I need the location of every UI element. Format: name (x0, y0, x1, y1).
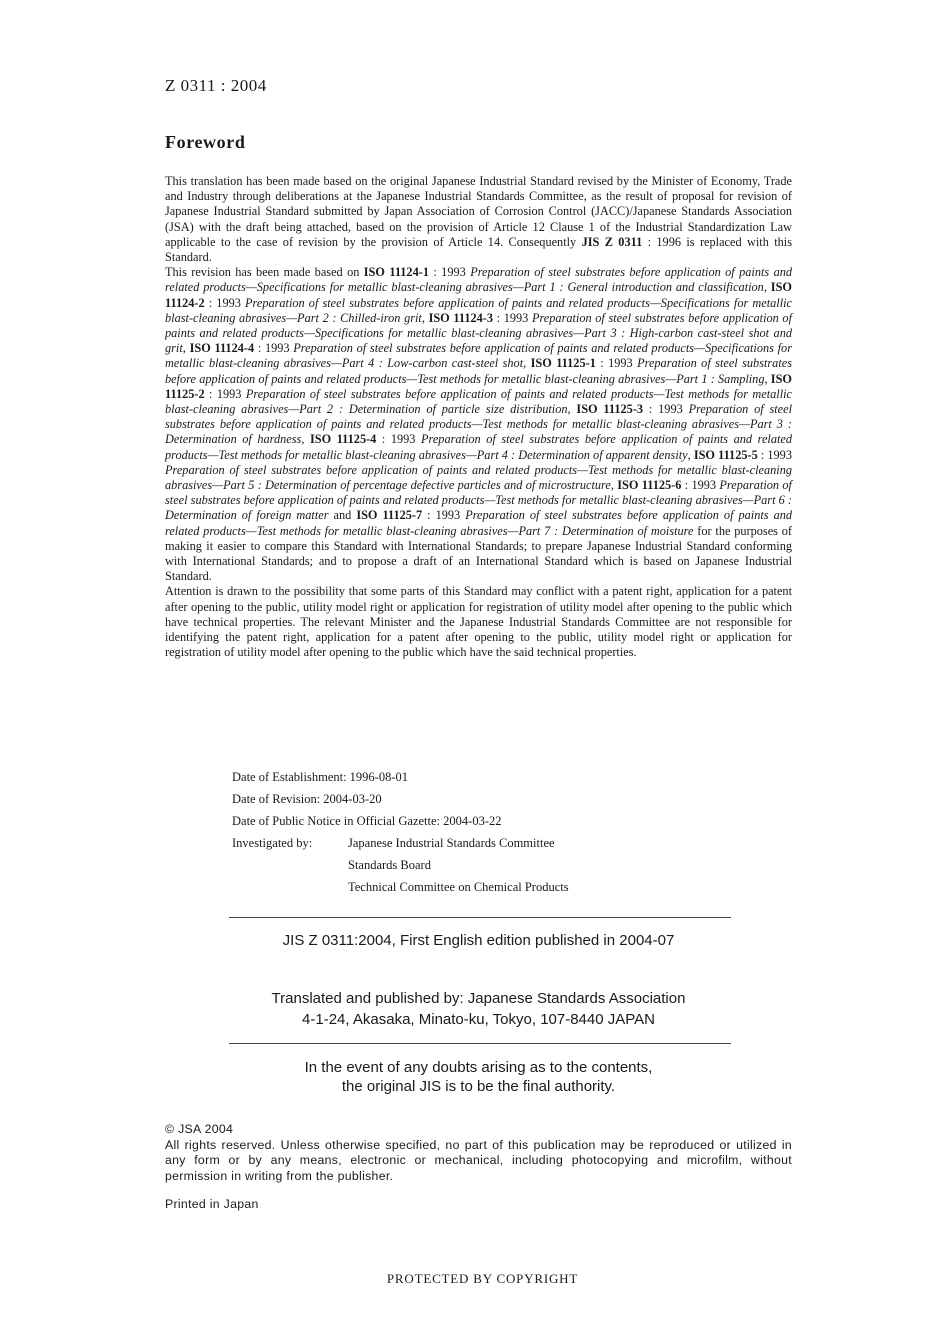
iso-reference: ISO 11125-7 (356, 508, 423, 523)
iso-title: Preparation of steel substrates before application of paints and related products—Specifications for metallic blast-cleaning abrasives—Part 2 : Chilled-iron grit (165, 295, 792, 325)
authority-notice-line-2: the original JIS is to be the final authority. (341, 1078, 616, 1095)
iso-reference: ISO 11125-2 (165, 371, 792, 401)
investigating-body: Technical Committee on Chemical Products (348, 880, 569, 894)
iso-title: Preparation of steel substrates before application of paints and related products—Test methods for metallic blast-cleaning abrasives—Part 2 : Determination of particle size distribution (165, 386, 793, 417)
copyright-block (165, 1122, 792, 1184)
publisher-line: Translated and published by: Japanese Standards Association (271, 990, 686, 1007)
investigating-body: Japanese Industrial Standards Committee (348, 836, 555, 850)
iso-title: Preparation of steel substrates before application of paints and related products—Test methods for metallic blast-cleaning abrasives—Part 7 : Determination of moisture (165, 508, 793, 538)
iso-title: Preparation of steel substrates before application of paints and related products—Specifications for metallic blast-cleaning abrasives—Part 1 : General introduction and classification (165, 265, 793, 295)
iso-title: Preparation of steel substrates before application of paints and related products—Test methods for metallic blast-cleaning abrasives—Part 6 : Determination of foreign matter (165, 478, 792, 523)
iso-reference: ISO 11125-6 (617, 478, 682, 493)
investigated-by (232, 836, 569, 902)
iso-reference: ISO 11125-5 (693, 447, 758, 462)
iso-title: Preparation of steel substrates before application of paints and related products—Specifications for metallic blast-cleaning abrasives—Part 4 : Low-carbon cast-steel shot (165, 341, 792, 371)
iso-title: Preparation of steel substrates before application of paints and related products—Test methods for metallic blast-cleaning abrasives—Part 5 : Determination of percentage defective particles and of microstructure (165, 462, 792, 493)
foreword-title: Foreword (165, 132, 246, 152)
foreword-body (165, 174, 792, 661)
iso-reference: ISO 11125-4 (309, 432, 377, 447)
investigated-by-list (348, 836, 569, 902)
iso-title: Preparation of steel substrates before application of paints and related products—Test methods for metallic blast-cleaning abrasives—Part 1 : Sampling (165, 356, 792, 386)
protected-by-copyright-footer: PROTECTED BY COPYRIGHT (386, 1271, 579, 1286)
date-of-establishment: Date of Establishment: 1996-08-01 (232, 770, 409, 784)
divider (229, 917, 731, 918)
standard-number-header: Z 0311 : 2004 (165, 76, 267, 95)
iso-reference: ISO 11124-1 (363, 265, 429, 280)
date-of-revision: Date of Revision: 2004-03-20 (232, 792, 382, 806)
rights-reserved-text: All rights reserved. Unless otherwise specified, no part of this publication may be reproduced or utilized in any form or by any means, electronic or mechanical, including photocopying and microfilm, without permission in writing from the publisher. (165, 1137, 792, 1183)
divider (229, 1043, 731, 1044)
edition-line: JIS Z 0311:2004, First English edition published in 2004-07 (282, 932, 675, 949)
authority-notice-line-1: In the event of any doubts arising as to the contents, (304, 1059, 653, 1076)
foreword-paragraph-2: This revision has been made based on ISO 11124-1 : 1993 Preparation of steel substrates before application of paints and related products—Specifications for metallic blast-cleaning abrasives—Part 1 : General introduction and classification, ISO 11124-2 : 1993 Preparation of steel substrates before application of paints and related products—Specifications for metallic blast-cleaning abrasives—Part 2 : Chilled-iron grit, ISO 11124-3 : 1993 Preparation of steel substrates before application of paints and related products—Specifications for metallic blast-cleaning abrasives—Part 3 : High-carbon cast-steel shot and grit, ISO 11124-4 : 1993 Preparation of steel substrates before application of paints and related products—Specifications for metallic blast-cleaning abrasives—Part 4 : Low-carbon cast-steel shot, ISO 11125-1 : 1993 Preparation of steel substrates before application of paints and related products—Test methods for metallic blast-cleaning abrasives—Part 1 : Sampling, ISO 11125-2 : 1993 Preparation of steel substrates before application of paints and related products—Test methods for metallic blast-cleaning abrasives—Part 2 : Determination of particle size distribution, ISO 11125-3 : 1993 Preparation of steel substrates before application of paints and related products—Test methods for metallic blast-cleaning abrasives—Part 3 : Determination of hardness, ISO 11125-4 : 1993 Preparation of steel substrates before application of paints and related products—Test methods for metallic blast-cleaning abrasives—Part 4 : Determination of apparent density, ISO 11125-5 : 1993 Preparation of steel substrates before application of paints and related products—Test methods for metallic blast-cleaning abrasives—Part 5 : Determination of percentage defective particles and of microstructure, ISO 11125-6 : 1993 Preparation of steel substrates before application of paints and related products—Test methods for metallic blast-cleaning abrasives—Part 6 : Determination of foreign matter and ISO 11125-7 : 1993 Preparation of steel substrates before application of paints and related products—Test methods for metallic blast-cleaning abrasives—Part 7 : Determination of moisture for the purposes of making it easier to compare this Standard with International Standards; to prepare Japanese Industrial Standard conforming with International Standards; and to propose a draft of an International Standard which is based on Japanese Industrial Standard. (165, 265, 793, 584)
foreword-paragraph-3: Attention is drawn to the possibility that some parts of this Standard may conflict with a patent right, application for a patent after opening to the public, utility model right or application for registration of utility model after opening to the public which have technical properties. The relevant Minister and the Japanese Industrial Standards Committee are not responsible for identifying the patent right, application for a patent after opening to the public, utility model right or application for registration of utility model after opening to the public which have the said technical properties. (165, 584, 792, 660)
iso-reference: ISO 11124-3 (428, 310, 494, 325)
iso-reference: ISO 11124-4 (189, 341, 255, 356)
iso-reference: ISO 11124-2 (165, 280, 792, 310)
iso-reference: ISO 11125-1 (530, 356, 596, 371)
printed-in: Printed in Japan (165, 1197, 259, 1211)
date-of-public-notice: Date of Public Notice in Official Gazette: 2004-03-22 (232, 814, 502, 828)
foreword-paragraph-1: This translation has been made based on the original Japanese Industrial Standard revised by the Minister of Economy, Trade and Industry through deliberations at the Japanese Industrial Standards Committee, as the result of proposal for revision of Japanese Industrial Standard submitted by Japan Association of Corrosion Control (JACC)/Japanese Standards Association (JSA) with the draft being attached, based on the provision of Article 12 Clause 1 of the Industrial Standardization Law applicable to the case of revision by the provision of Article 14. Consequently JIS Z 0311 : 1996 is replaced with this Standard. (165, 174, 792, 265)
iso-reference: ISO 11125-3 (576, 402, 644, 417)
publisher-address: 4-1-24, Akasaka, Minato-ku, Tokyo, 107-8440 JAPAN (302, 1011, 655, 1028)
copyright-notice: © JSA 2004 (165, 1122, 234, 1136)
iso-title: Preparation of steel substrates before application of paints and related products—Test methods for metallic blast-cleaning abrasives—Part 4 : Determination of apparent density (165, 432, 792, 462)
iso-title: Preparation of steel substrates before application of paints and related products—Specifications for metallic blast-cleaning abrasives—Part 3 : High-carbon cast-steel shot and grit (165, 310, 792, 356)
investigating-body: Standards Board (348, 858, 431, 872)
investigated-by-label: Investigated by: (232, 836, 313, 850)
dates-block (232, 770, 569, 902)
iso-title: Preparation of steel substrates before application of paints and related products—Test methods for metallic blast-cleaning abrasives—Part 3 : Determination of hardness (165, 402, 792, 447)
